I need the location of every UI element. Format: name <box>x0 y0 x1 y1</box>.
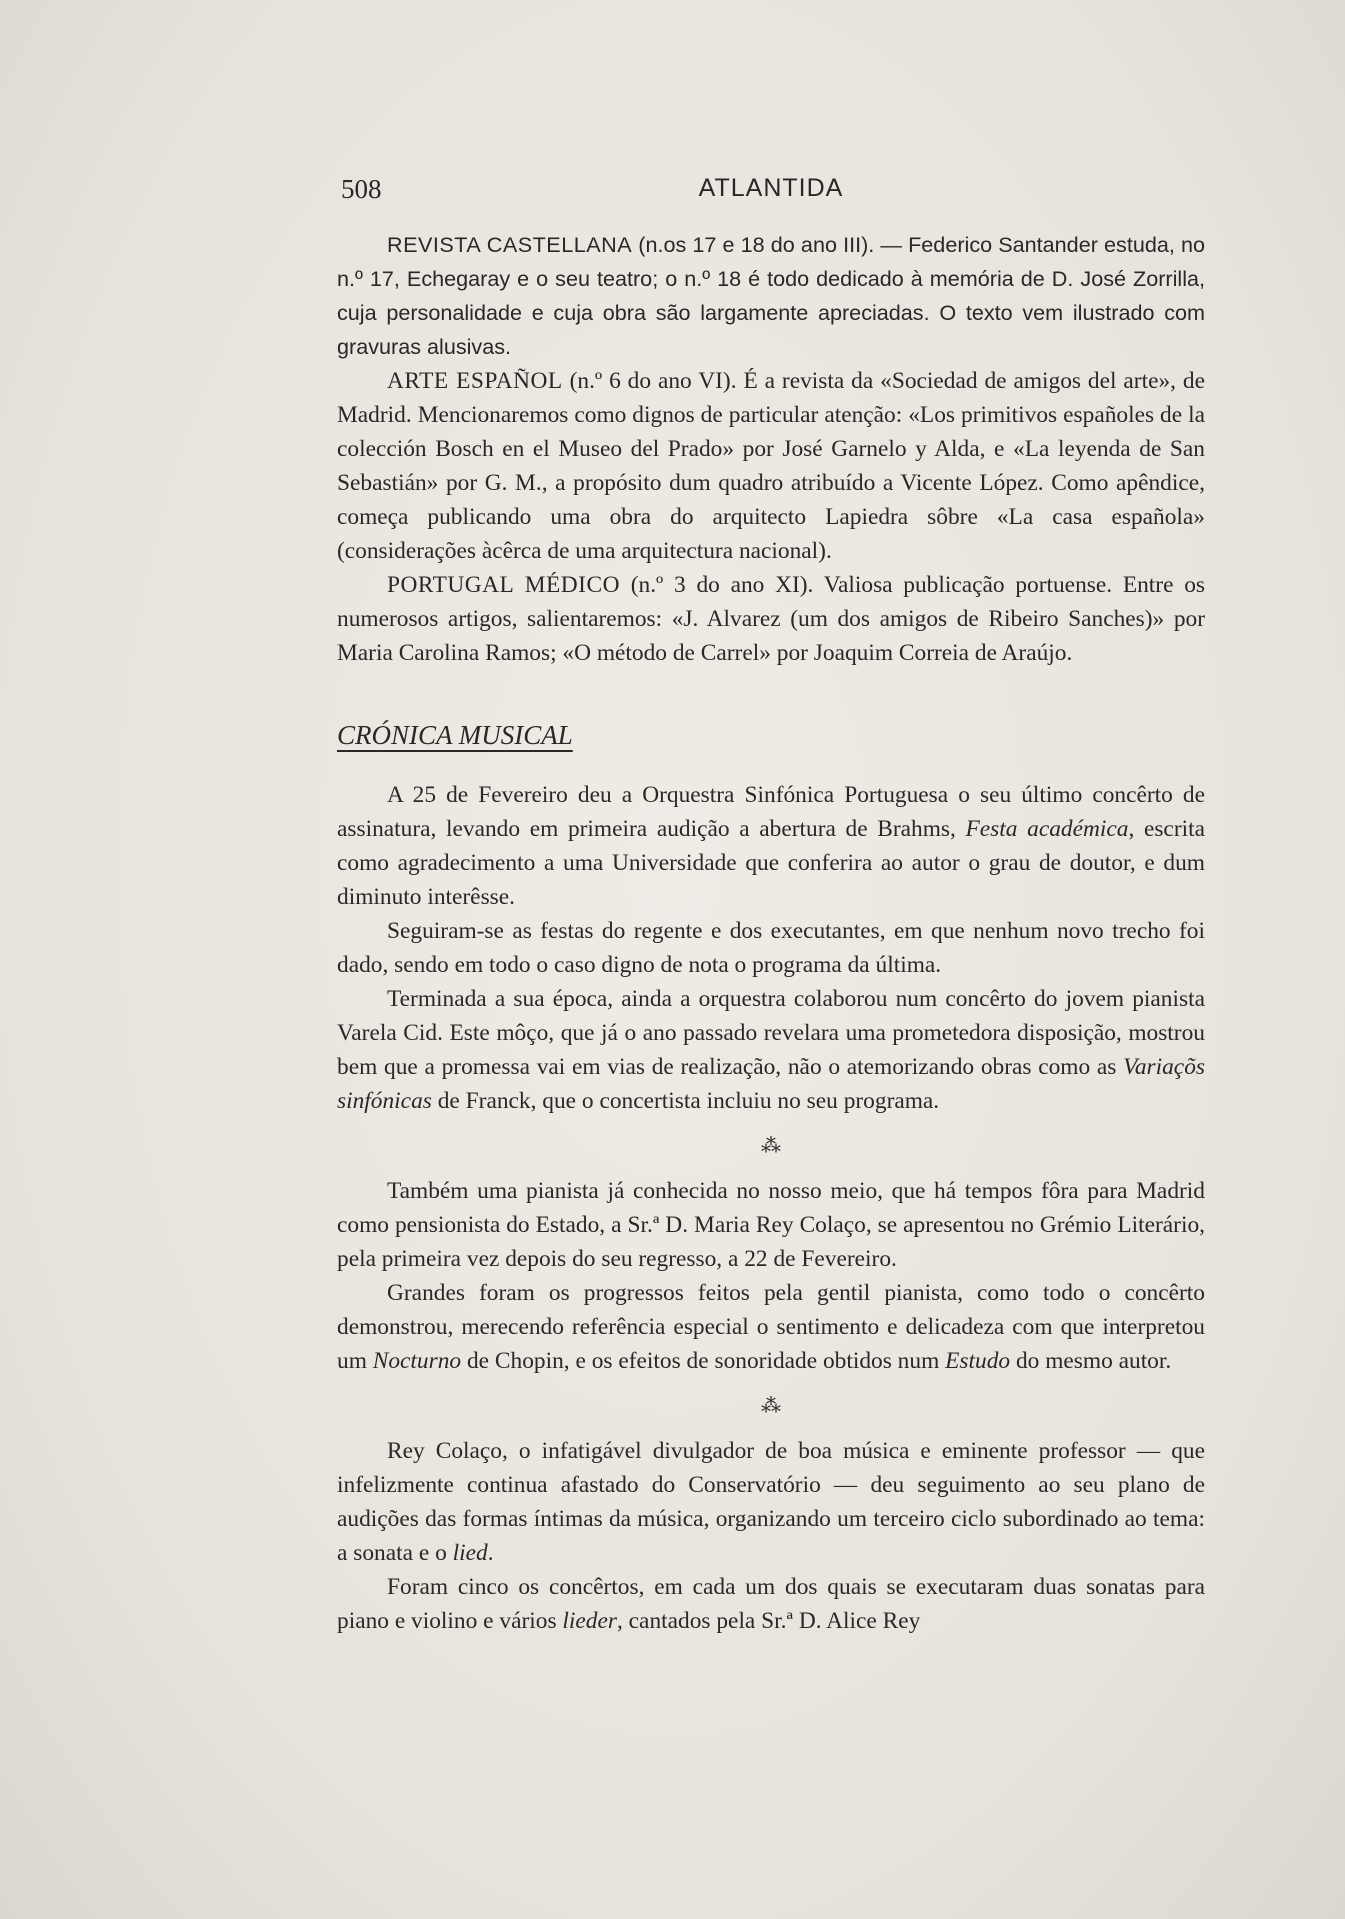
work-title: Nocturno <box>372 1348 462 1374</box>
review-name: PORTUGAL MÉDICO <box>387 572 620 598</box>
section-heading <box>337 718 1205 752</box>
section-title: CRÓNICA MUSICAL <box>337 720 573 750</box>
review-text: (n.º 3 do ano XI). Valiosa publicação portuense. Entre os numerosos artigos, salientaremos: «J. Alvarez (um dos amigos de Ribeiro Sanches)» por Maria Carolina Ramos; «O método de Carrel» por Joaquim Correia de Araújo. <box>337 572 1206 666</box>
paragraph-text: de Chopin, e os efeitos de sonoridade obtidos num <box>461 1348 946 1374</box>
running-title: ATLANTIDA <box>698 174 844 202</box>
term-italic: lieder <box>562 1608 617 1634</box>
paragraph-text: Também uma pianista já conhecida no nosso meio, que há tempos fôra para Madrid como pensionista do Estado, a Sr.ª D. Maria Rey Colaço, se apresentou no Grémio Literário, pela primeira vez depois do seu regresso, a 22 de Fevereiro. <box>337 1178 1205 1272</box>
asterism-glyph: ⁂ <box>761 1395 781 1417</box>
work-title: Estudo <box>945 1348 1011 1374</box>
term-italic: lied <box>452 1540 488 1566</box>
asterism-glyph: ⁂ <box>761 1135 781 1157</box>
page-number: 508 <box>341 174 382 204</box>
separator-asterism <box>337 1118 1205 1174</box>
paragraph <box>337 982 1205 1118</box>
page-header <box>337 174 1205 210</box>
paragraph <box>337 778 1205 914</box>
paragraph-text: Rey Colaço, o infatigável divulgador de boa música e eminente professor — que infelizmente continua afastado do Conservatório — deu seguimento ao seu plano de audições das formas íntimas da música, organizando um terceiro ciclo subordinado ao tema: a sonata e o <box>337 1438 1205 1566</box>
paragraph-text: Foram cinco os concêrtos, em cada um dos quais se executaram duas sonatas para piano e violino e vários <box>337 1574 1205 1634</box>
paragraph <box>337 1434 1205 1570</box>
work-title: Variaçõs sinfónicas <box>337 1054 1205 1114</box>
review-entry <box>337 228 1205 364</box>
review-entry <box>337 364 1205 568</box>
paragraph-text: , escrita como agradecimento a uma Universidade que conferira ao autor o grau de doutor, e dum diminuto interêsse. <box>337 816 1205 910</box>
paragraph <box>337 1570 1205 1638</box>
review-entry <box>337 568 1205 670</box>
page-body <box>337 228 1205 1638</box>
review-text: (n.os 17 e 18 do ano III). — Federico Santander estuda, no n.º 17, Echegaray e o seu teatro; o n.º 18 é todo dedicado à memória de D. José Zorrilla, cuja personalidade e cuja obra são largamente apreciadas. O texto vem ilustrado com gravuras alusivas. <box>337 232 1205 359</box>
paragraph-text: de Franck, que o concertista incluiu no seu programa. <box>431 1088 940 1114</box>
work-title: Festa académica <box>965 816 1129 842</box>
review-name: REVISTA CASTELLANA <box>387 232 633 257</box>
paragraph-text: , cantados pela Sr.ª D. Alice Rey <box>616 1608 921 1634</box>
paragraph <box>337 1174 1205 1276</box>
review-text: (n.º 6 do ano VI). É a revista da «Sociedad de amigos del arte», de Madrid. Mencionaremos como dignos de particular atenção: «Los primitivos españoles de la colección Bosch en el Museo del Prado» por José Garnelo y Alda, e «La leyenda de San Sebastián» por G. M., a propósito dum quadro atribuído a Vicente López. Como apêndice, começa publicando uma obra do arquitecto Lapiedra sôbre «La casa española» (considerações àcêrca de uma arquitectura nacional). <box>337 368 1205 564</box>
paragraph-text: A 25 de Fevereiro deu a Orquestra Sinfónica Portuguesa o seu último concêrto de assinatura, levando em primeira audição a abertura de Brahms, <box>337 782 1205 842</box>
paragraph-text: Terminada a sua época, ainda a orquestra colaborou num concêrto do jovem pianista Varela Cid. Este môço, que já o ano passado revelara uma prometedora disposição, mostrou bem que a promessa vai em vias de realização, não o atemorizando obras como as <box>337 986 1205 1080</box>
separator-asterism <box>337 1378 1205 1434</box>
paragraph <box>337 1276 1205 1378</box>
paragraph-text: Seguiram-se as festas do regente e dos executantes, em que nenhum novo trecho foi dado, sendo em todo o caso digno de nota o programa da última. <box>337 918 1205 978</box>
paragraph <box>337 914 1205 982</box>
paragraph-text: Grandes foram os progressos feitos pela gentil pianista, como todo o concêrto demonstrou, merecendo referência especial o sentimento e delicadeza com que interpretou um <box>337 1280 1205 1374</box>
paragraph-text: do mesmo autor. <box>1010 1348 1172 1374</box>
review-name: ARTE ESPAÑOL <box>387 368 563 394</box>
paragraph-text: . <box>487 1540 494 1566</box>
